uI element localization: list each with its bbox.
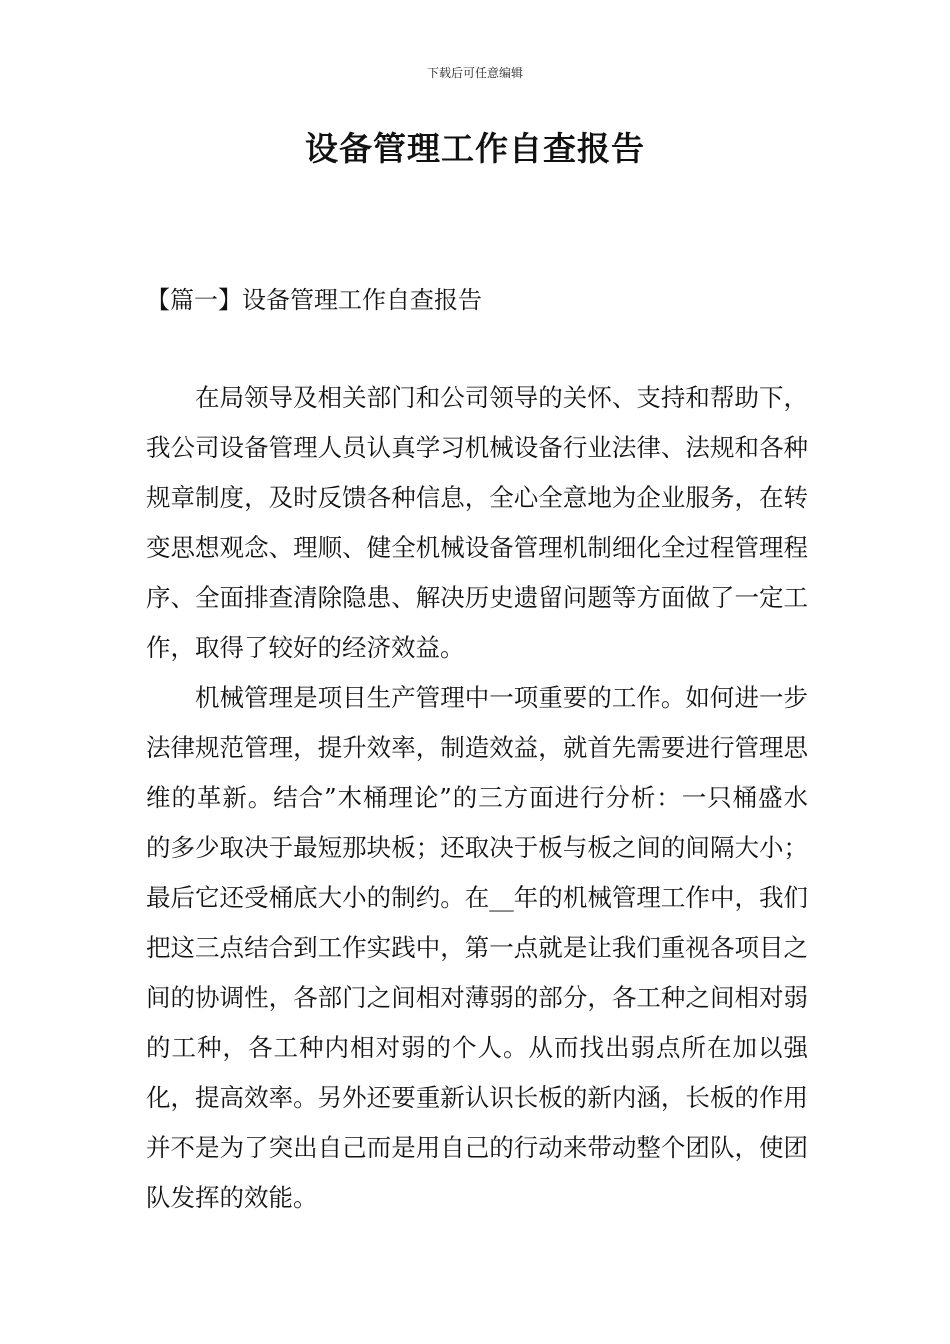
body-paragraph: 在局领导及相关部门和公司领导的关怀、支持和帮助下，我公司设备管理人员认真学习机械设备行业法律、法规和各种规章制度，及时反馈各种信息，全心全意地为企业服务，在转变思想观念、理顺、健全机械设备管理机制细化全过程管理程序、全面排查清除隐患、解决历史遗留问题等方面做了一定工作，取得了较好的经济效益。	[146, 383, 808, 662]
document-title: 设备管理工作自查报告	[305, 129, 645, 168]
header-note: 下载后可任意编辑	[426, 66, 523, 80]
document-body	[146, 373, 808, 1223]
section-heading: 【篇一】设备管理工作自查报告	[146, 286, 482, 314]
body-paragraph: 机械管理是项目生产管理中一项重要的工作。如何进一步法律规范管理，提升效率，制造效益，就首先需要进行管理思维的革新。结合”木桶理论”的三方面进行分析：一只桶盛水的多少取决于最短那块板；还取决于板与板之间的间隔大小；最后它还受桶底大小的制约。在__年的机械管理工作中，我们把这三点结合到工作实践中，第一点就是让我们重视各项目之间的协调性，各部门之间相对薄弱的部分，各工种之间相对弱的工种，各工种内相对弱的个人。从而找出弱点所在加以强化，提高效率。另外还要重新认识长板的新内涵，长板的作用并不是为了突出自己而是用自己的行动来带动整个团队，使团队发挥的效能。	[146, 683, 808, 1212]
